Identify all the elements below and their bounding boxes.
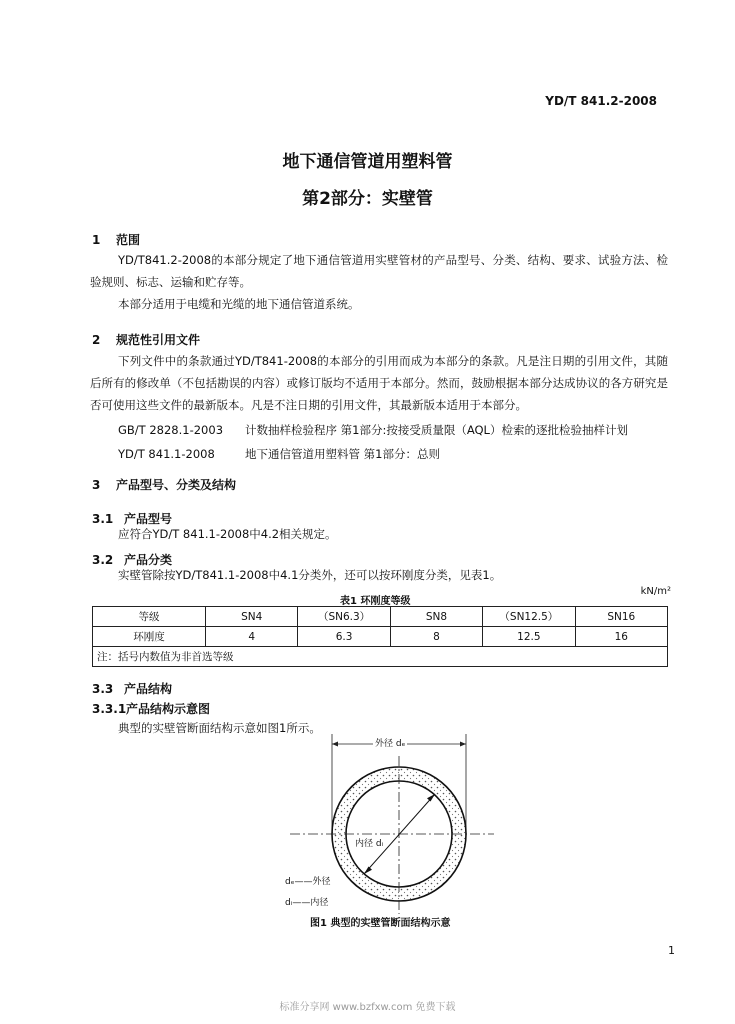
section-title: 产品型号、分类及结构: [116, 478, 237, 492]
paragraph: YD/T841.2-2008的本部分规定了地下通信管道用实壁管材的产品型号、分类、结构、要求、试验方法、检验规则、标志、运输和贮存等。: [90, 253, 668, 289]
table-1-caption: 表1 环刚度等级: [340, 596, 411, 607]
table-cell: （SN12.5）: [483, 607, 575, 627]
section-3-heading: [92, 476, 236, 493]
legend-inner-diameter: dᵢ——内径: [285, 898, 329, 908]
section-3-1-text: 应符合YD/T 841.1-2008中4.2相关规定。: [118, 527, 337, 541]
standard-number: YD/T 841.2-2008: [545, 94, 657, 108]
outer-diameter-label: 外径 dₑ: [373, 736, 407, 749]
figure-1-caption: 图1 典型的实壁管断面结构示意: [310, 918, 451, 929]
table-cell: SN4: [206, 607, 298, 627]
table-note: 注：括号内数值为非首选等级: [93, 647, 668, 667]
arrow-icon: [427, 794, 435, 802]
section-2-body: [90, 350, 668, 416]
paragraph: 本部分适用于电缆和光缆的地下通信管道系统。: [118, 297, 360, 311]
section-number: 3.3: [92, 682, 114, 696]
reference-1-title: 计数抽样检验程序 第1部分:按接受质量限（AQL）检索的逐批检验抽样计划: [245, 423, 628, 437]
arrow-right-icon: [460, 742, 466, 747]
section-title: 产品结构: [124, 682, 173, 696]
inner-diameter-label: 内径 dᵢ: [354, 836, 384, 849]
pipe-cross-section-figure: [280, 726, 500, 916]
section-3-3-1-text: 典型的实壁管断面结构示意如图1所示。: [118, 721, 321, 735]
table-cell: 16: [575, 627, 667, 647]
section-title: 产品分类: [124, 553, 173, 567]
section-title: 产品结构示意图: [126, 702, 211, 716]
arrow-icon: [364, 867, 372, 875]
table-row: [93, 647, 668, 667]
section-1-body: [90, 249, 668, 315]
section-title: 范围: [116, 233, 141, 247]
table-cell: 环刚度: [93, 627, 206, 647]
footer-watermark: 标准分享网 www.bzfxw.com 免费下载: [279, 1002, 456, 1013]
paragraph: 下列文件中的条款通过YD/T841-2008的本部分的引用而成为本部分的条款。凡是注日期的引用文件，其随后所有的修改单（不包括勘误的内容）或修订版均不适用于本部分。然而，鼓励根据本部分达成协议的各方研究是否可使用这些文件的最新版本。凡是不注日期的引用文件，其最新版本适用于本部分。: [90, 354, 668, 412]
arrow-left-icon: [332, 742, 338, 747]
table-cell: （SN6.3）: [298, 607, 390, 627]
legend-outer-diameter: dₑ——外径: [285, 877, 331, 887]
ring-stiffness-table: [92, 606, 668, 667]
table-1-unit: kN/m²: [640, 586, 671, 597]
section-number: 3: [92, 478, 101, 492]
reference-2-code: YD/T 841.1-2008: [118, 447, 215, 461]
section-3-3-1-heading: [92, 700, 210, 717]
section-3-3-heading: [92, 680, 172, 697]
section-number: 3.3.1: [92, 702, 127, 716]
document-subtitle: 第2部分：实壁管: [302, 189, 433, 209]
table-cell: 8: [390, 627, 482, 647]
table-cell: 12.5: [483, 627, 575, 647]
reference-1-code: GB/T 2828.1-2003: [118, 423, 224, 437]
table-cell: SN8: [390, 607, 482, 627]
table-row: [93, 607, 668, 627]
reference-2-title: 地下通信管道用塑料管 第1部分：总则: [245, 447, 440, 461]
section-number: 2: [92, 333, 101, 347]
section-1-heading: [92, 231, 140, 248]
table-row: [93, 627, 668, 647]
section-number: 3.2: [92, 553, 114, 567]
table-cell: SN16: [575, 607, 667, 627]
table-cell: 等级: [93, 607, 206, 627]
section-3-2-text: 实壁管除按YD/T841.1-2008中4.1分类外，还可以按环刚度分类，见表1。: [118, 568, 502, 582]
table-cell: 6.3: [298, 627, 390, 647]
section-number: 1: [92, 233, 101, 247]
section-title: 产品型号: [124, 512, 173, 526]
document-title: 地下通信管道用塑料管: [282, 152, 453, 172]
section-title: 规范性引用文件: [116, 333, 201, 347]
page-number: 1: [668, 944, 675, 957]
section-number: 3.1: [92, 512, 114, 526]
table-cell: 4: [206, 627, 298, 647]
section-2-heading: [92, 331, 200, 348]
